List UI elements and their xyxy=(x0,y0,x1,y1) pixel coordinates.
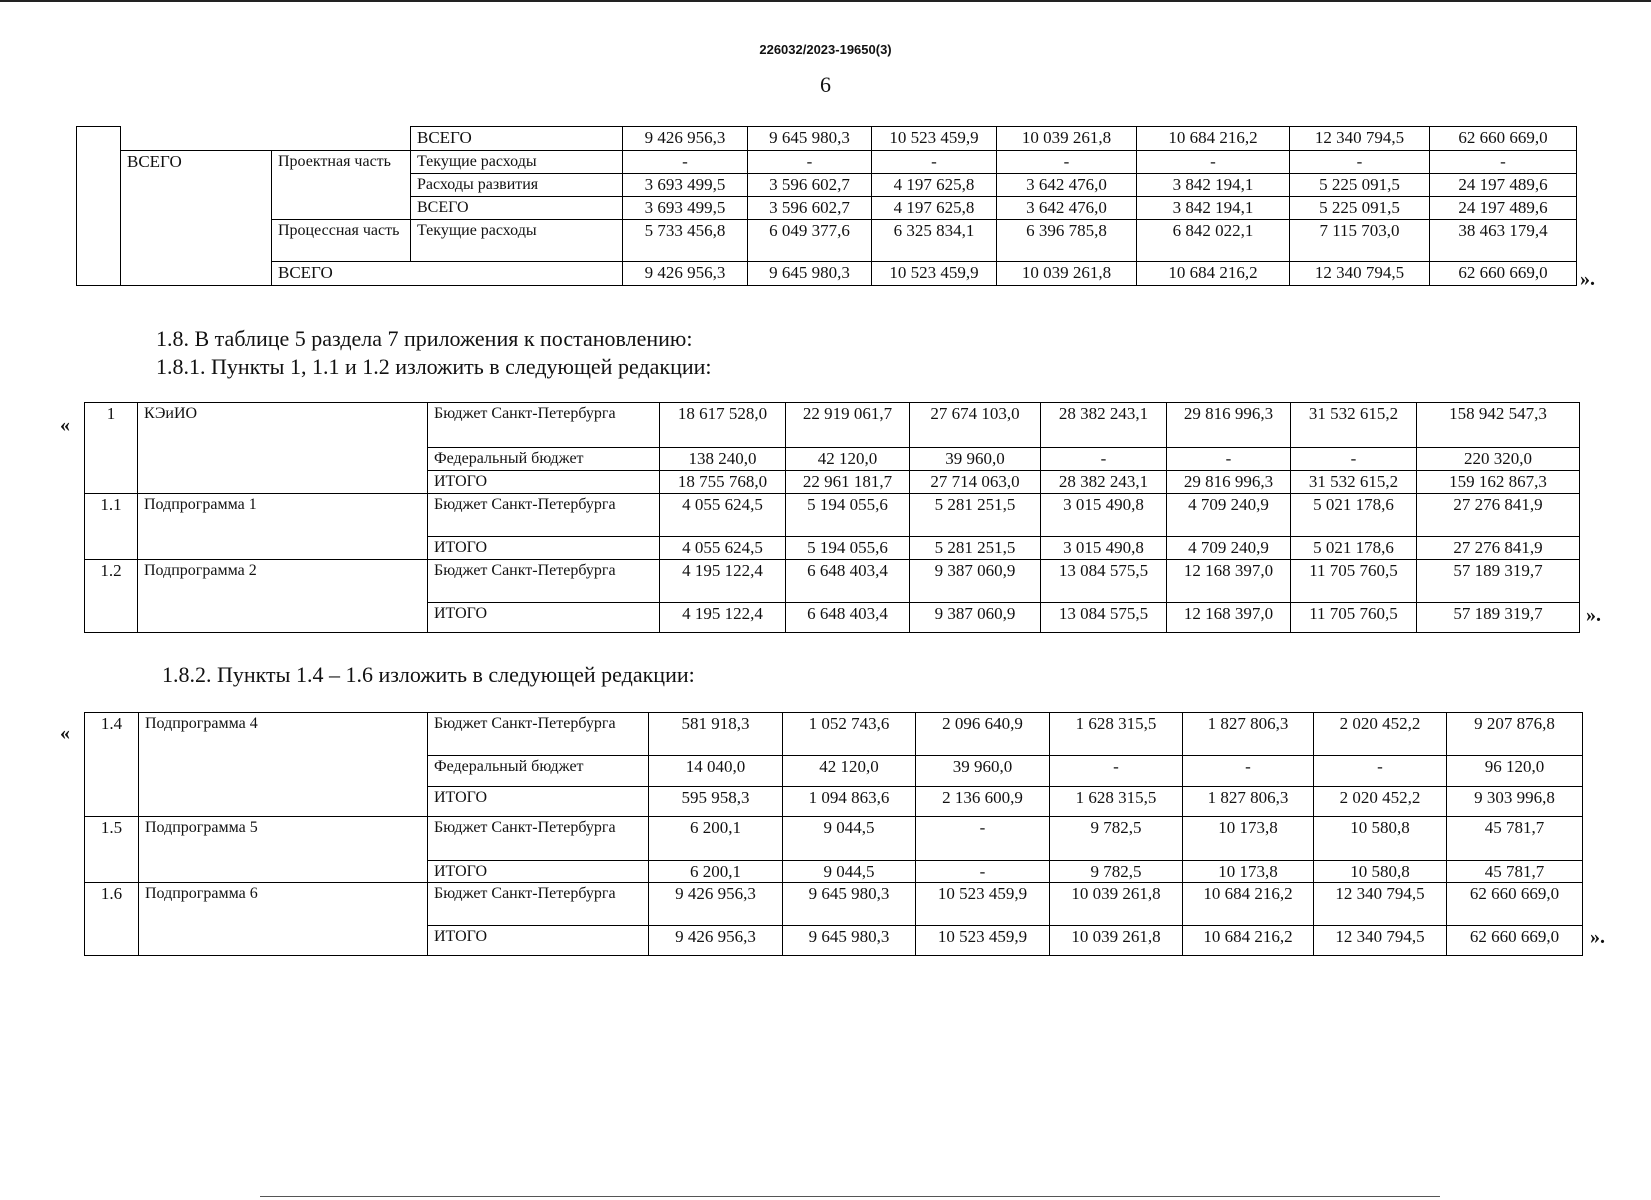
value-cell: - xyxy=(916,861,1050,883)
value-cell: - xyxy=(1290,151,1430,174)
value-cell: 10 684 216,2 xyxy=(1137,127,1290,151)
value-cell: 5 281 251,5 xyxy=(910,494,1041,537)
value-cell: 5 733 456,8 xyxy=(623,220,748,262)
value-cell: 45 781,7 xyxy=(1447,817,1583,861)
item-name: Подпрограмма 1 xyxy=(138,494,428,560)
row-label: ИТОГО xyxy=(428,603,660,633)
value-cell: 42 120,0 xyxy=(783,756,916,787)
value-cell: 22 919 061,7 xyxy=(786,403,910,448)
value-cell: 13 084 575,5 xyxy=(1041,603,1167,633)
value-cell: 10 173,8 xyxy=(1183,817,1314,861)
value-cell: 27 674 103,0 xyxy=(910,403,1041,448)
value-cell: 10 523 459,9 xyxy=(916,883,1050,926)
value-cell: 10 039 261,8 xyxy=(1050,926,1183,956)
value-cell: - xyxy=(1137,151,1290,174)
value-cell: 5 021 178,6 xyxy=(1291,494,1417,537)
value-cell: 29 816 996,3 xyxy=(1167,471,1291,494)
table-row xyxy=(77,262,1577,286)
value-cell: - xyxy=(1041,448,1167,471)
value-cell: 39 960,0 xyxy=(910,448,1041,471)
value-cell: 9 387 060,9 xyxy=(910,560,1041,603)
value-cell: 9 303 996,8 xyxy=(1447,787,1583,817)
row-label: Расходы развития xyxy=(411,174,623,197)
value-cell: 5 225 091,5 xyxy=(1290,174,1430,197)
value-cell: - xyxy=(1430,151,1577,174)
value-cell: 3 693 499,5 xyxy=(623,197,748,220)
value-cell: 220 320,0 xyxy=(1417,448,1580,471)
value-cell: 2 020 452,2 xyxy=(1314,713,1447,756)
value-cell: 4 709 240,9 xyxy=(1167,494,1291,537)
value-cell: 31 532 615,2 xyxy=(1291,471,1417,494)
value-cell: 6 049 377,6 xyxy=(748,220,872,262)
item-number: 1.2 xyxy=(85,560,138,633)
value-cell: 22 961 181,7 xyxy=(786,471,910,494)
table-row xyxy=(85,817,1583,861)
value-cell: 29 816 996,3 xyxy=(1167,403,1291,448)
value-cell: 159 162 867,3 xyxy=(1417,471,1580,494)
value-cell: 6 200,1 xyxy=(649,817,783,861)
value-cell: 10 580,8 xyxy=(1314,861,1447,883)
value-cell: 9 426 956,3 xyxy=(623,127,748,151)
value-cell: 3 842 194,1 xyxy=(1137,197,1290,220)
row-label: ВСЕГО xyxy=(411,127,623,151)
value-cell: 42 120,0 xyxy=(786,448,910,471)
value-cell: 2 136 600,9 xyxy=(916,787,1050,817)
value-cell: 5 281 251,5 xyxy=(910,537,1041,560)
value-cell: 12 340 794,5 xyxy=(1290,127,1430,151)
section-label: Процессная часть xyxy=(272,220,411,262)
value-cell: 5 194 055,6 xyxy=(786,537,910,560)
value-cell: 45 781,7 xyxy=(1447,861,1583,883)
value-cell: 3 693 499,5 xyxy=(623,174,748,197)
value-cell: 4 195 122,4 xyxy=(660,603,786,633)
value-cell: 4 195 122,4 xyxy=(660,560,786,603)
value-cell: - xyxy=(916,817,1050,861)
value-cell: - xyxy=(748,151,872,174)
value-cell: 1 827 806,3 xyxy=(1183,713,1314,756)
paragraph-1-8: 1.8. В таблице 5 раздела 7 приложения к постановлению: xyxy=(156,326,693,351)
item-number: 1 xyxy=(85,403,138,494)
value-cell: 18 617 528,0 xyxy=(660,403,786,448)
row-label: Текущие расходы xyxy=(411,151,623,174)
item-name: КЭиИО xyxy=(138,403,428,494)
value-cell: - xyxy=(872,151,997,174)
value-cell: 138 240,0 xyxy=(660,448,786,471)
scan-top-border xyxy=(0,0,1651,2)
close-quote: ». xyxy=(1586,604,1601,626)
scan-bottom-border xyxy=(260,1196,1440,1197)
value-cell: 10 684 216,2 xyxy=(1183,883,1314,926)
table-row xyxy=(77,127,1577,151)
value-cell: 10 684 216,2 xyxy=(1137,262,1290,286)
value-cell: 96 120,0 xyxy=(1447,756,1583,787)
item-number: 1.4 xyxy=(85,713,139,817)
close-quote: ». xyxy=(1590,926,1605,948)
value-cell: 3 596 602,7 xyxy=(748,197,872,220)
value-cell: 12 168 397,0 xyxy=(1167,560,1291,603)
row-label: ИТОГО xyxy=(428,861,649,883)
value-cell: 11 705 760,5 xyxy=(1291,603,1417,633)
value-cell: 1 628 315,5 xyxy=(1050,713,1183,756)
value-cell: 9 044,5 xyxy=(783,817,916,861)
value-cell: 57 189 319,7 xyxy=(1417,603,1580,633)
value-cell: 3 596 602,7 xyxy=(748,174,872,197)
row-label: Бюджет Санкт-Петербурга xyxy=(428,883,649,926)
value-cell: - xyxy=(1167,448,1291,471)
value-cell: 1 094 863,6 xyxy=(783,787,916,817)
budget-table-items-1-1.2 xyxy=(84,402,1580,633)
open-quote: « xyxy=(60,722,70,744)
value-cell: 27 276 841,9 xyxy=(1417,494,1580,537)
value-cell: 9 645 980,3 xyxy=(748,127,872,151)
table-row xyxy=(77,220,1577,262)
value-cell: 12 340 794,5 xyxy=(1314,883,1447,926)
item-number: 1.1 xyxy=(85,494,138,560)
row-label: ВСЕГО xyxy=(272,262,623,286)
item-name: Подпрограмма 6 xyxy=(139,883,428,956)
value-cell: 1 628 315,5 xyxy=(1050,787,1183,817)
item-name: Подпрограмма 2 xyxy=(138,560,428,633)
value-cell: 9 782,5 xyxy=(1050,817,1183,861)
value-cell: 24 197 489,6 xyxy=(1430,174,1577,197)
close-quote: ». xyxy=(1580,268,1595,290)
document-number: 226032/2023-19650(3) xyxy=(759,42,892,57)
value-cell: - xyxy=(997,151,1137,174)
value-cell: 4 197 625,8 xyxy=(872,174,997,197)
value-cell: 57 189 319,7 xyxy=(1417,560,1580,603)
value-cell: 14 040,0 xyxy=(649,756,783,787)
row-label: Федеральный бюджет xyxy=(428,756,649,787)
value-cell: 12 340 794,5 xyxy=(1290,262,1430,286)
value-cell: 27 714 063,0 xyxy=(910,471,1041,494)
budget-table-items-1.4-1.6 xyxy=(84,712,1583,956)
row-label: ИТОГО xyxy=(428,926,649,956)
value-cell: 10 523 459,9 xyxy=(872,127,997,151)
value-cell: 5 021 178,6 xyxy=(1291,537,1417,560)
value-cell: 9 645 980,3 xyxy=(748,262,872,286)
value-cell: 4 055 624,5 xyxy=(660,537,786,560)
item-number: 1.6 xyxy=(85,883,139,956)
value-cell: 7 115 703,0 xyxy=(1290,220,1430,262)
paragraph-1-8-1: 1.8.1. Пункты 1, 1.1 и 1.2 изложить в следующей редакции: xyxy=(156,354,712,379)
row-label: ИТОГО xyxy=(428,471,660,494)
value-cell: 62 660 669,0 xyxy=(1447,883,1583,926)
table-row xyxy=(85,713,1583,756)
value-cell: 6 200,1 xyxy=(649,861,783,883)
value-cell: 2 096 640,9 xyxy=(916,713,1050,756)
value-cell: 62 660 669,0 xyxy=(1447,926,1583,956)
value-cell: 9 207 876,8 xyxy=(1447,713,1583,756)
value-cell: 3 015 490,8 xyxy=(1041,537,1167,560)
row-label: ИТОГО xyxy=(428,537,660,560)
value-cell: 4 709 240,9 xyxy=(1167,537,1291,560)
row-label: Текущие расходы xyxy=(411,220,623,262)
value-cell: 9 426 956,3 xyxy=(649,926,783,956)
table-row xyxy=(85,494,1580,537)
value-cell: 2 020 452,2 xyxy=(1314,787,1447,817)
value-cell: 9 645 980,3 xyxy=(783,926,916,956)
item-number: 1.5 xyxy=(85,817,139,883)
value-cell: 28 382 243,1 xyxy=(1041,403,1167,448)
value-cell: 3 642 476,0 xyxy=(997,174,1137,197)
value-cell: 24 197 489,6 xyxy=(1430,197,1577,220)
value-cell: 595 958,3 xyxy=(649,787,783,817)
value-cell: 3 015 490,8 xyxy=(1041,494,1167,537)
open-quote: « xyxy=(60,414,70,436)
value-cell: 9 387 060,9 xyxy=(910,603,1041,633)
value-cell: 62 660 669,0 xyxy=(1430,262,1577,286)
value-cell: 9 426 956,3 xyxy=(623,262,748,286)
value-cell: 3 842 194,1 xyxy=(1137,174,1290,197)
value-cell: 10 523 459,9 xyxy=(916,926,1050,956)
value-cell: 11 705 760,5 xyxy=(1291,560,1417,603)
value-cell: 10 039 261,8 xyxy=(997,262,1137,286)
group-label: ВСЕГО xyxy=(121,151,272,286)
section-label: Проектная часть xyxy=(272,151,411,220)
value-cell: 38 463 179,4 xyxy=(1430,220,1577,262)
item-name: Подпрограмма 5 xyxy=(139,817,428,883)
table-row xyxy=(77,151,1577,174)
value-cell: 10 684 216,2 xyxy=(1183,926,1314,956)
value-cell: 6 648 403,4 xyxy=(786,603,910,633)
row-label: Бюджет Санкт-Петербурга xyxy=(428,494,660,537)
row-label: Федеральный бюджет xyxy=(428,448,660,471)
value-cell: 6 325 834,1 xyxy=(872,220,997,262)
value-cell: 12 340 794,5 xyxy=(1314,926,1447,956)
value-cell: 13 084 575,5 xyxy=(1041,560,1167,603)
empty-cell xyxy=(121,127,411,151)
value-cell: 4 197 625,8 xyxy=(872,197,997,220)
value-cell: - xyxy=(1314,756,1447,787)
table-row xyxy=(85,883,1583,926)
value-cell: - xyxy=(1183,756,1314,787)
value-cell: 18 755 768,0 xyxy=(660,471,786,494)
value-cell: 5 194 055,6 xyxy=(786,494,910,537)
empty-cell xyxy=(77,127,121,286)
item-name: Подпрограмма 4 xyxy=(139,713,428,817)
value-cell: 158 942 547,3 xyxy=(1417,403,1580,448)
row-label: Бюджет Санкт-Петербурга xyxy=(428,713,649,756)
row-label: Бюджет Санкт-Петербурга xyxy=(428,560,660,603)
budget-table-continuation xyxy=(76,126,1577,286)
value-cell: - xyxy=(623,151,748,174)
row-label: Бюджет Санкт-Петербурга xyxy=(428,817,649,861)
value-cell: 1 052 743,6 xyxy=(783,713,916,756)
table-row xyxy=(85,560,1580,603)
value-cell: 1 827 806,3 xyxy=(1183,787,1314,817)
value-cell: 10 039 261,8 xyxy=(997,127,1137,151)
value-cell: 4 055 624,5 xyxy=(660,494,786,537)
row-label: ИТОГО xyxy=(428,787,649,817)
paragraph-1-8-2: 1.8.2. Пункты 1.4 – 1.6 изложить в следующей редакции: xyxy=(162,662,695,687)
value-cell: - xyxy=(1291,448,1417,471)
value-cell: 12 168 397,0 xyxy=(1167,603,1291,633)
value-cell: 5 225 091,5 xyxy=(1290,197,1430,220)
table-row xyxy=(85,403,1580,448)
page-number: 6 xyxy=(820,72,831,97)
value-cell: - xyxy=(1050,756,1183,787)
value-cell: 62 660 669,0 xyxy=(1430,127,1577,151)
value-cell: 28 382 243,1 xyxy=(1041,471,1167,494)
value-cell: 9 044,5 xyxy=(783,861,916,883)
value-cell: 9 426 956,3 xyxy=(649,883,783,926)
value-cell: 6 842 022,1 xyxy=(1137,220,1290,262)
row-label: Бюджет Санкт-Петербурга xyxy=(428,403,660,448)
value-cell: 27 276 841,9 xyxy=(1417,537,1580,560)
value-cell: 581 918,3 xyxy=(649,713,783,756)
value-cell: 10 039 261,8 xyxy=(1050,883,1183,926)
value-cell: 9 782,5 xyxy=(1050,861,1183,883)
value-cell: 39 960,0 xyxy=(916,756,1050,787)
value-cell: 10 523 459,9 xyxy=(872,262,997,286)
value-cell: 6 648 403,4 xyxy=(786,560,910,603)
value-cell: 10 580,8 xyxy=(1314,817,1447,861)
value-cell: 6 396 785,8 xyxy=(997,220,1137,262)
value-cell: 31 532 615,2 xyxy=(1291,403,1417,448)
row-label: ВСЕГО xyxy=(411,197,623,220)
value-cell: 10 173,8 xyxy=(1183,861,1314,883)
value-cell: 3 642 476,0 xyxy=(997,197,1137,220)
value-cell: 9 645 980,3 xyxy=(783,883,916,926)
